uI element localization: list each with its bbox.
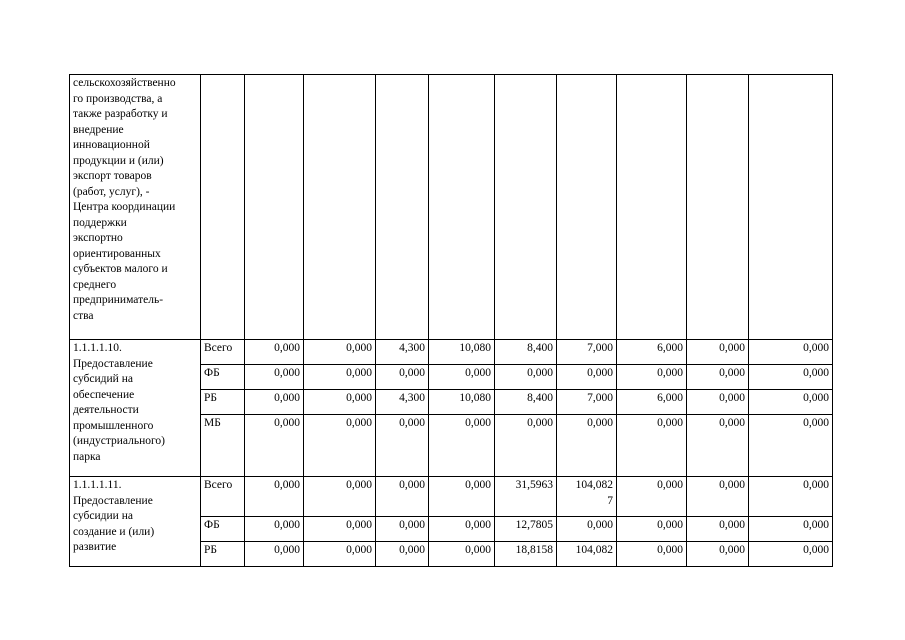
value-cell: 0,000 [687,340,749,365]
funding-source-cell: МБ [201,415,245,477]
value-cell: 0,000 [749,390,833,415]
measure-description: сельскохозяйственно го производства, а также разработку и внедрение инновационной продукции и (или) экспорт товаров (работ, услуг), - Центра координации поддержки экспортно ориентированных субъектов малого и среднего предприниматель- ства [70,75,201,340]
value-cell: 10,080 [429,390,495,415]
value-cell [557,75,617,340]
value-cell: 0,000 [617,477,687,517]
value-cell: 0,000 [304,542,376,567]
table-row [70,340,833,365]
value-cell: 0,000 [749,542,833,567]
value-cell: 0,000 [429,542,495,567]
value-cell: 0,000 [376,415,429,477]
value-cell: 4,300 [376,340,429,365]
value-cell: 8,400 [495,340,557,365]
value-cell: 0,000 [429,477,495,517]
value-cell: 104,082 7 [557,477,617,517]
value-cell: 0,000 [304,365,376,390]
table-row [70,75,833,340]
value-cell [376,75,429,340]
value-cell: 0,000 [245,517,304,542]
value-cell: 4,300 [376,390,429,415]
funding-source-cell: РБ [201,542,245,567]
value-cell: 0,000 [687,517,749,542]
value-cell [245,75,304,340]
value-cell: 0,000 [429,517,495,542]
value-cell [617,75,687,340]
value-cell: 0,000 [617,542,687,567]
value-cell: 0,000 [557,365,617,390]
value-cell: 0,000 [687,477,749,517]
measure-description: 1.1.1.1.11. Предоставление субсидии на создание и (или) развитие [70,477,201,567]
value-cell: 0,000 [429,415,495,477]
funding-source-cell: ФБ [201,365,245,390]
value-cell: 0,000 [617,517,687,542]
value-cell: 0,000 [376,517,429,542]
value-cell: 6,000 [617,390,687,415]
value-cell: 0,000 [245,542,304,567]
value-cell: 0,000 [304,340,376,365]
budget-table [69,74,833,567]
value-cell: 0,000 [304,390,376,415]
value-cell: 12,7805 [495,517,557,542]
funding-source-cell: РБ [201,390,245,415]
value-cell [687,75,749,340]
value-cell: 0,000 [557,517,617,542]
value-cell [495,75,557,340]
value-cell: 0,000 [687,390,749,415]
value-cell: 0,000 [557,415,617,477]
value-cell: 0,000 [617,365,687,390]
value-cell: 0,000 [429,365,495,390]
value-cell: 0,000 [749,340,833,365]
value-cell: 7,000 [557,390,617,415]
value-cell: 10,080 [429,340,495,365]
value-cell: 0,000 [304,415,376,477]
value-cell: 6,000 [617,340,687,365]
value-cell [429,75,495,340]
value-cell: 31,5963 [495,477,557,517]
value-cell: 0,000 [749,477,833,517]
funding-source-cell: Всего [201,477,245,517]
funding-source-cell: Всего [201,340,245,365]
value-cell: 0,000 [245,390,304,415]
value-cell: 0,000 [749,517,833,542]
value-cell: 8,400 [495,390,557,415]
value-cell: 0,000 [304,517,376,542]
value-cell: 104,082 [557,542,617,567]
value-cell: 0,000 [304,477,376,517]
value-cell: 0,000 [376,365,429,390]
value-cell: 0,000 [687,365,749,390]
value-cell: 0,000 [376,477,429,517]
value-cell: 0,000 [495,415,557,477]
value-cell: 0,000 [245,415,304,477]
value-cell: 0,000 [687,542,749,567]
value-cell: 0,000 [245,365,304,390]
table-row [70,477,833,517]
value-cell [749,75,833,340]
funding-source-cell: ФБ [201,517,245,542]
measure-description: 1.1.1.1.10. Предоставление субсидий на обеспечение деятельности промышленного (индустриального) парка [70,340,201,477]
value-cell: 0,000 [749,365,833,390]
value-cell: 0,000 [376,542,429,567]
value-cell: 0,000 [245,340,304,365]
value-cell: 7,000 [557,340,617,365]
value-cell: 0,000 [245,477,304,517]
value-cell [304,75,376,340]
value-cell: 18,8158 [495,542,557,567]
value-cell: 0,000 [687,415,749,477]
value-cell: 0,000 [495,365,557,390]
funding-source-cell [201,75,245,340]
value-cell: 0,000 [749,415,833,477]
value-cell: 0,000 [617,415,687,477]
